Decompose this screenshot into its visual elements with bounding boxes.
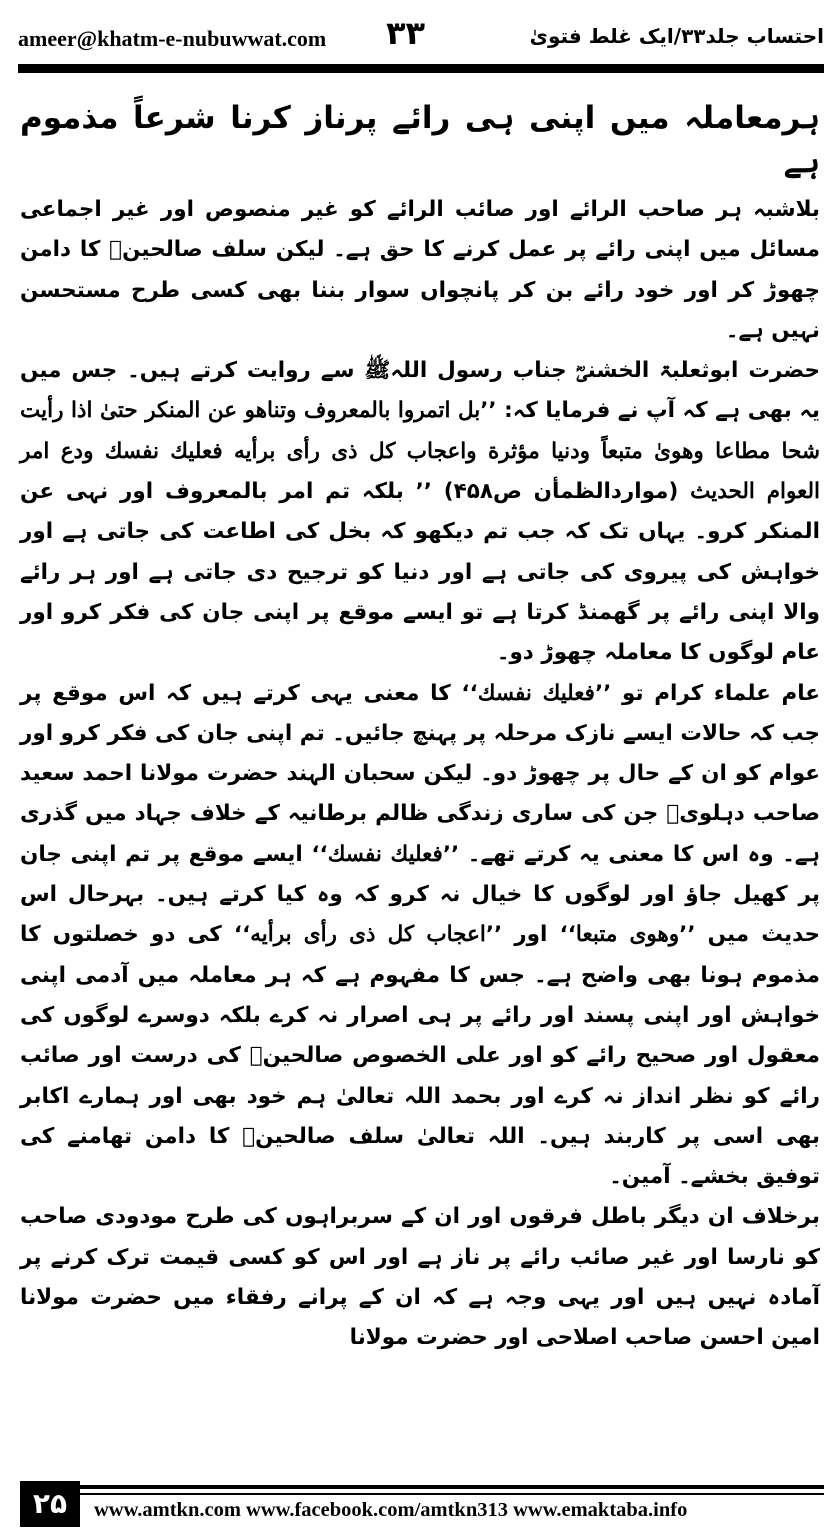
- arabic-quote-1: فعليك نفسك: [477, 680, 595, 706]
- arabic-quote-2: فعليك نفسك: [327, 841, 443, 867]
- footer-links: www.amtkn.com www.facebook.com/amtkn313 www.emaktaba.info: [94, 1499, 688, 1521]
- paragraph-2-translation: ’’ بلکہ تم امر بالمعروف اور نہی عن المنکر کرو۔ یہاں تک کہ جب تم دیکھو کہ بخل کی اطاعت کی جاتی ہے اور خواہش کی پیروی کی جاتی ہے اور دنیا کو ترجیح دی جاتی ہے اور ہر رائے والا اپنی رائے پر گھمنڈ کرتا ہے تو ایسے موقع پر اپنی جان کی فکر کرو اور عام لوگوں کا معاملہ چھوڑ دو۔: [20, 479, 820, 666]
- hadith-reference: (مواردالظمأن ص۴۵۸): [443, 479, 679, 505]
- paragraph-3-part-d: ‘‘ اور ’’: [485, 922, 576, 948]
- page-header: [18, 14, 824, 60]
- paragraph-2: [20, 351, 820, 673]
- header-running-title: احتساب جلد۳۳/ایک غلط فتویٰ: [529, 24, 824, 48]
- footer-rule-thin: [80, 1493, 824, 1495]
- footer-page-number: ۲۵: [20, 1481, 80, 1527]
- paragraph-1: بلاشبہ ہر صاحب الرائے اور صائب الرائے کو غیر منصوص اور غیر اجماعی مسائل میں اپنی رائے پر عمل کرنے کا حق ہے۔ لیکن سلف صالحینؒ کا دامن چھوڑ کر اور خود رائے بن کر پانچواں سوار بننا بھی کسی طرح مستحسن نہیں ہے۔: [20, 197, 820, 343]
- section-heading: ہرمعاملہ میں اپنی ہی رائے پرناز کرنا شرعاً مذموم ہے: [20, 100, 820, 180]
- paragraph-3-part-c: ‘‘ ایسے موقع پر تم اپنی جان پر کھیل جاؤ اور لوگوں کا خیال نہ کرو کہ وہ کیا کرتے ہیں۔ بہرحال اس حدیث میں ’’: [20, 841, 820, 948]
- paragraph-3: [20, 674, 820, 1198]
- arabic-quote-3: وهوى متبعا: [575, 922, 680, 948]
- arabic-quote-4: اعجاب كل ذى رأى برأيه: [250, 922, 486, 948]
- paragraph-4: برخلاف ان دیگر باطل فرقوں اور ان کے سربراہوں کی طرح مودودی صاحب کو نارسا اور غیر صائب رائے پر ناز ہے اور اس کو کسی قیمت ترک کرنے پر آمادہ نہیں ہیں اور یہی وجہ ہے کہ ان کے پرانے رفقاء میں حضرت مولانا امین احسن صاحب اصلاحی اور حضرت مولانا: [20, 1204, 820, 1351]
- paragraph-3-part-e: ‘‘ کی دو خصلتوں کا مذموم ہونا بھی واضح ہے۔ جس کا مفہوم ہے کہ ہر معاملہ میں آدمی اپنی خواہش اور اپنی پسند اور رائے پر ہی اصرار نہ کرے بلکہ دوسرے لوگوں کی معقول اور صحیح رائے کو اور علی الخصوص صالحینؒ کی درست اور صائب رائے کو نظر انداز نہ کرے اور بحمد اللہ تعالیٰ ہم خود بھی اور ہمارے اکابر بھی اسی پر کاربند ہیں۔ اللہ تعالیٰ سلف صالحینؒ کا دامن تھامنے کی توفیق بخشے۔ آمین۔: [20, 922, 820, 1190]
- paragraph-3-part-b: ‘‘ کا معنی یہی کرتے ہیں کہ اس موقع پر جب کہ حالات ایسے نازک مرحلہ پر پہنچ جائیں۔ تم اپنی جان کی فکر کرو اور عوام کو ان کے حال پر چھوڑ دو۔ لیکن سحبان الہند حضرت مولانا احمد سعید صاحب دہلویؒ جن کی ساری زندگی ظالم برطانیہ کے خلاف جہاد میں گذری ہے۔ وہ اس کا معنی یہ کرتے تھے۔ ’’: [20, 680, 820, 867]
- header-page-number: ۳۳: [386, 14, 426, 52]
- footer-rule-thick: [80, 1485, 824, 1489]
- hadith-arabic-text: بل اتمروا بالمعروف وتناهو عن المنكر حتىٰ اذا رأيت شحا مطاعا وهوىٰ متبعاً ودنيا مؤثرة واعجاب كل ذى رأى برأيه فعليك نفسك ودع امر العوام الحديث: [20, 398, 820, 505]
- paragraph-3-part-a: عام علماء کرام تو ’’: [594, 680, 820, 706]
- paragraph-2-intro: حضرت ابوثعلبۃ الخشنیؓ جناب رسول اللہﷺ سے روایت کرتے ہیں۔ جس میں یہ بھی ہے کہ آپ نے فرمایا کہ: ’’: [20, 358, 820, 424]
- header-rule: [18, 64, 824, 73]
- header-email: ameer@khatm-e-nubuwwat.com: [18, 26, 327, 51]
- page-footer: [20, 1481, 824, 1529]
- body-text: [20, 96, 820, 1359]
